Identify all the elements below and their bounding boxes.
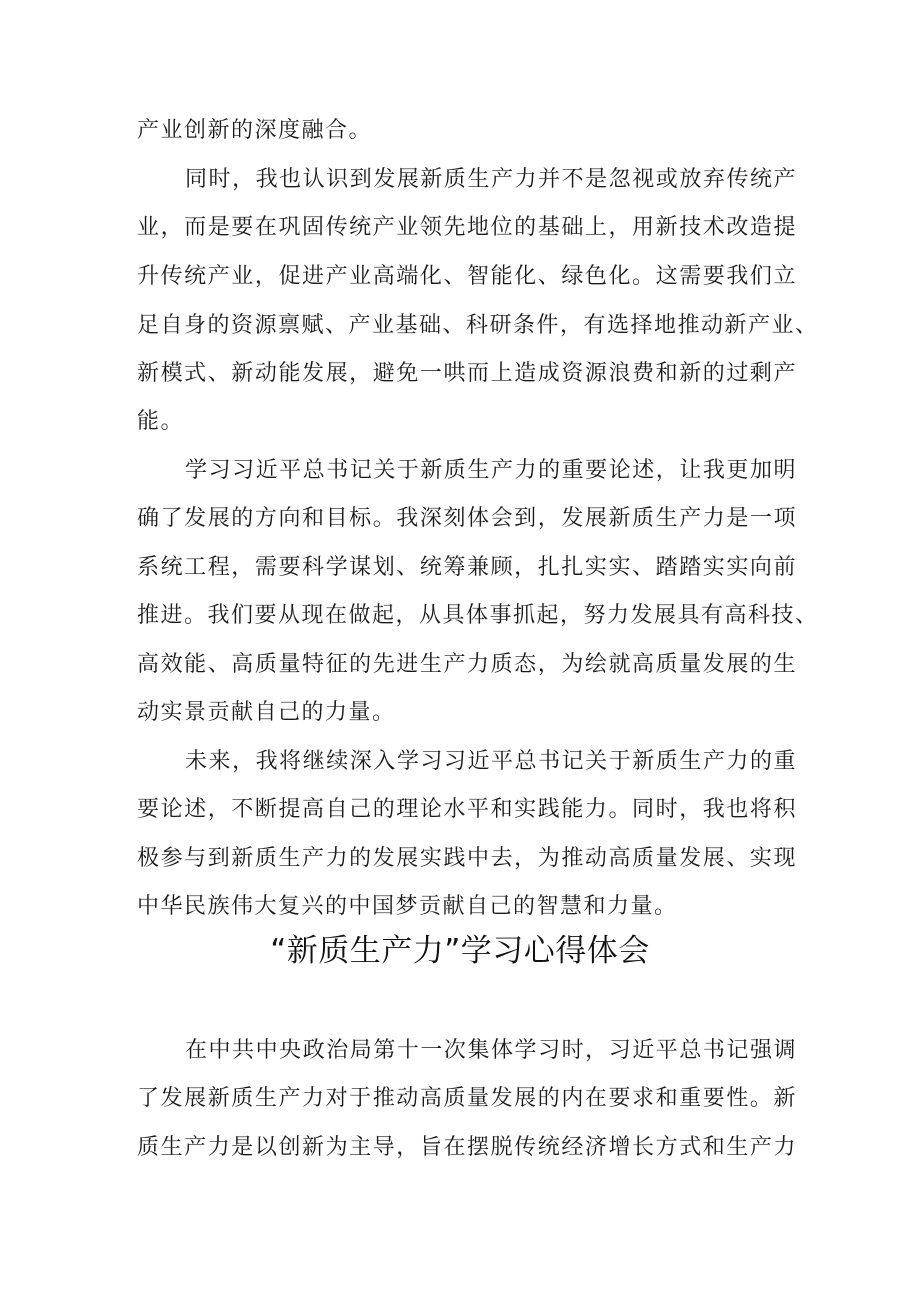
paragraph-line: 质生产力是以创新为主导，旨在摆脱传统经济增长方式和生产力: [137, 1135, 797, 1160]
paragraph-line: 动实景贡献自己的力量。: [137, 700, 396, 725]
paragraph-line: 足自身的资源禀赋、产业基础、科研条件，有选择地推动新产业、: [137, 313, 819, 338]
paragraph-line: 学习习近平总书记关于新质生产力的重要论述，让我更加明: [185, 458, 797, 483]
paragraph-line: 中华民族伟大复兴的中国梦贡献自己的智慧和力量。: [137, 894, 678, 919]
paragraph-line: 升传统产业，促进产业高端化、智能化、绿色化。这需要我们立: [137, 264, 797, 289]
paragraph-line: 能。: [137, 409, 185, 434]
paragraph-line: 同时，我也认识到发展新质生产力并不是忽视或放弃传统产: [185, 167, 797, 192]
section-title: “新质生产力”学习心得体会: [270, 933, 650, 969]
paragraph-line: 产业创新的深度融合。: [137, 118, 373, 143]
paragraph-line: 推进。我们要从现在做起，从具体事抓起，努力发展具有高科技、: [137, 603, 819, 628]
paragraph-line: 极参与到新质生产力的发展实践中去，为推动高质量发展、实现: [137, 846, 797, 871]
paragraph-line: 新模式、新动能发展，避免一哄而上造成资源浪费和新的过剩产: [137, 361, 797, 386]
paragraph-line: 高效能、高质量特征的先进生产力质态，为绘就高质量发展的生: [137, 652, 797, 677]
paragraph-line: 在中共中央政治局第十一次集体学习时，习近平总书记强调: [185, 1038, 797, 1063]
paragraph-line: 了发展新质生产力对于推动高质量发展的内在要求和重要性。新: [137, 1086, 797, 1111]
paragraph-line: 确了发展的方向和目标。我深刻体会到，发展新质生产力是一项: [137, 506, 797, 531]
paragraph-line: 系统工程，需要科学谋划、统筹兼顾，扎扎实实、踏踏实实向前: [137, 555, 797, 580]
paragraph-line: 业，而是要在巩固传统产业领先地位的基础上，用新技术改造提: [137, 215, 797, 240]
paragraph-line: 要论述，不断提高自己的理论水平和实践能力。同时，我也将积: [137, 797, 797, 822]
paragraph-line: 未来，我将继续深入学习习近平总书记关于新质生产力的重: [185, 749, 797, 774]
